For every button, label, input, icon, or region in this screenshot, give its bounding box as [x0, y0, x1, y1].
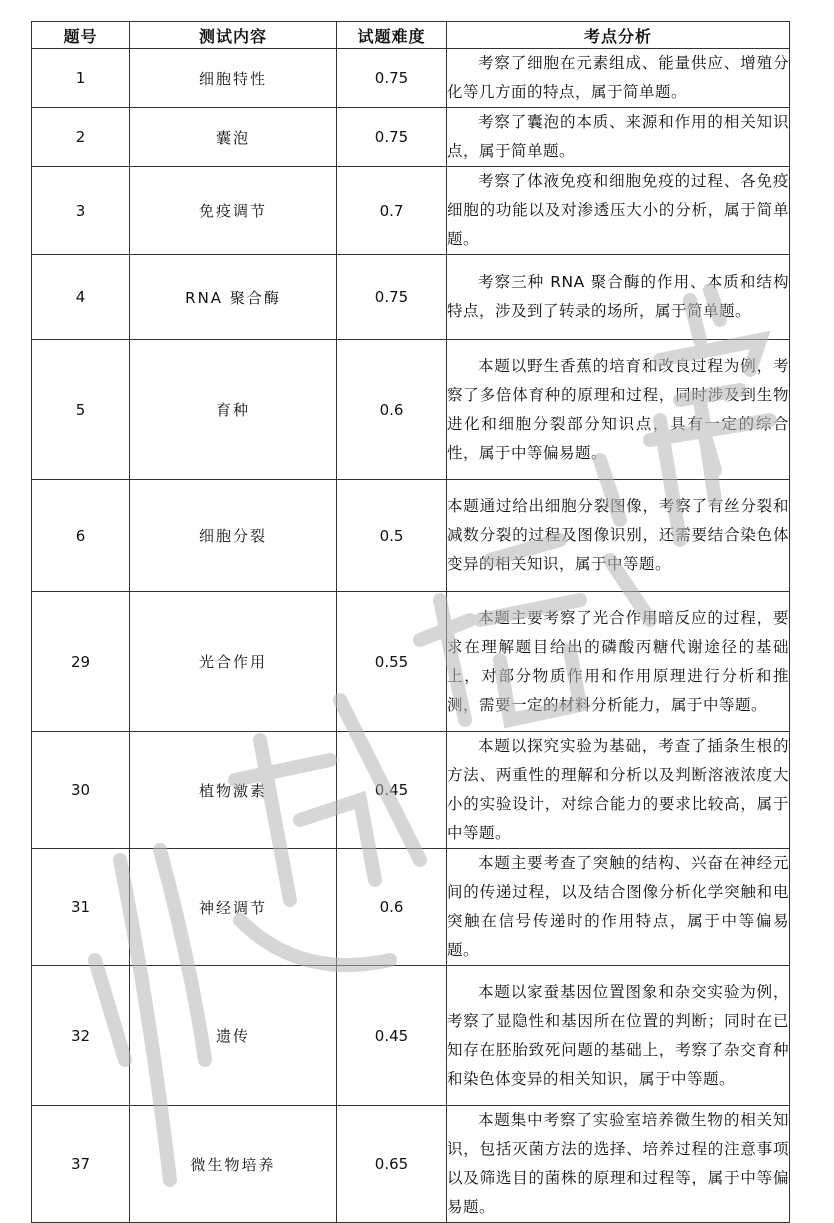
- test-content: 囊泡: [130, 108, 337, 167]
- analysis-text: 考察三种 RNA 聚合酶的作用、本质和结构特点，涉及到了转录的场所，属于简单题。: [447, 273, 789, 320]
- analysis-text: 本题以野生香蕉的培育和改良过程为例，考察了多倍体育种的原理和过程，同时涉及到生物进化和细胞分裂部分知识点，具有一定的综合性，属于中等偏易题。: [447, 356, 789, 462]
- difficulty-value: 0.45: [337, 732, 447, 849]
- analysis-text: 本题以探究实验为基础，考查了插条生根的方法、两重性的理解和分析以及判断溶液浓度大小的实验设计，对综合能力的要求比较高，属于中等题。: [447, 737, 789, 842]
- question-number: 37: [32, 1106, 130, 1223]
- analysis-cell: [447, 480, 790, 592]
- question-number: 30: [32, 732, 130, 849]
- question-number: 1: [32, 49, 130, 108]
- question-number: 5: [32, 340, 130, 480]
- difficulty-value: 0.5: [337, 480, 447, 592]
- analysis-cell: [447, 340, 790, 480]
- difficulty-value: 0.55: [337, 592, 447, 732]
- analysis-text: 本题通过给出细胞分裂图像，考察了有丝分裂和减数分裂的过程及图像识别，还需要结合染色体变异的相关知识，属于中等题。: [447, 497, 789, 573]
- table-row: [32, 167, 790, 255]
- difficulty-value: 0.7: [337, 167, 447, 255]
- header-analysis: 考点分析: [447, 22, 790, 49]
- difficulty-value: 0.75: [337, 255, 447, 340]
- table-row: [32, 49, 790, 108]
- header-no: 题号: [32, 22, 130, 49]
- test-content: 光合作用: [130, 592, 337, 732]
- table-row: [32, 966, 790, 1106]
- test-content: 细胞分裂: [130, 480, 337, 592]
- table-row: [32, 340, 790, 480]
- table-row: [32, 1106, 790, 1223]
- analysis-cell: [447, 49, 790, 108]
- analysis-text: 本题以家蚕基因位置图象和杂交实验为例，考察了显隐性和基因所在位置的判断；同时在已知存在胚胎致死问题的基础上，考察了杂交育种和染色体变异的相关知识，属于中等题。: [447, 982, 789, 1088]
- question-number: 32: [32, 966, 130, 1106]
- difficulty-value: 0.6: [337, 340, 447, 480]
- question-number: 3: [32, 167, 130, 255]
- test-content: 细胞特性: [130, 49, 337, 108]
- analysis-table: [31, 21, 790, 1223]
- table-header-row: [32, 22, 790, 49]
- analysis-cell: [447, 966, 790, 1106]
- analysis-text: 考察了细胞在元素组成、能量供应、增殖分化等几方面的特点，属于简单题。: [447, 54, 789, 101]
- header-difficulty: 试题难度: [337, 22, 447, 49]
- table-row: [32, 255, 790, 340]
- test-content: 遗传: [130, 966, 337, 1106]
- test-content: 微生物培养: [130, 1106, 337, 1223]
- question-number: 2: [32, 108, 130, 167]
- analysis-cell: [447, 849, 790, 966]
- table-row: [32, 732, 790, 849]
- analysis-cell: [447, 732, 790, 849]
- question-number: 4: [32, 255, 130, 340]
- header-content: 测试内容: [130, 22, 337, 49]
- analysis-text: 本题集中考察了实验室培养微生物的相关知识，包括灭菌方法的选择、培养过程的注意事项以及筛选目的菌株的原理和过程等，属于中等偏易题。: [447, 1111, 789, 1216]
- analysis-text: 考察了囊泡的本质、来源和作用的相关知识点，属于简单题。: [447, 113, 789, 160]
- difficulty-value: 0.75: [337, 108, 447, 167]
- question-number: 29: [32, 592, 130, 732]
- question-number: 6: [32, 480, 130, 592]
- question-number: 31: [32, 849, 130, 966]
- analysis-cell: [447, 255, 790, 340]
- analysis-text: 考察了体液免疫和细胞免疫的过程、各免疫细胞的功能以及对渗透压大小的分析，属于简单题。: [447, 172, 789, 248]
- test-content: 神经调节: [130, 849, 337, 966]
- difficulty-value: 0.6: [337, 849, 447, 966]
- analysis-cell: [447, 108, 790, 167]
- table-row: [32, 108, 790, 167]
- table-row: [32, 480, 790, 592]
- test-content: 植物激素: [130, 732, 337, 849]
- test-content: 育种: [130, 340, 337, 480]
- table-body: [32, 49, 790, 1223]
- analysis-cell: [447, 167, 790, 255]
- table-row: [32, 849, 790, 966]
- analysis-text: 本题主要考察了光合作用暗反应的过程，要求在理解题目给出的磷酸丙糖代谢途径的基础上，对部分物质作用和作用原理进行分析和推测，需要一定的材料分析能力，属于中等题。: [447, 608, 789, 714]
- analysis-cell: [447, 1106, 790, 1223]
- analysis-text: 本题主要考查了突触的结构、兴奋在神经元间的传递过程，以及结合图像分析化学突触和电突触在信号传递时的作用特点，属于中等偏易题。: [447, 854, 789, 959]
- table-row: [32, 592, 790, 732]
- difficulty-value: 0.75: [337, 49, 447, 108]
- analysis-cell: [447, 592, 790, 732]
- test-content: RNA 聚合酶: [130, 255, 337, 340]
- test-content: 免疫调节: [130, 167, 337, 255]
- difficulty-value: 0.65: [337, 1106, 447, 1223]
- difficulty-value: 0.45: [337, 966, 447, 1106]
